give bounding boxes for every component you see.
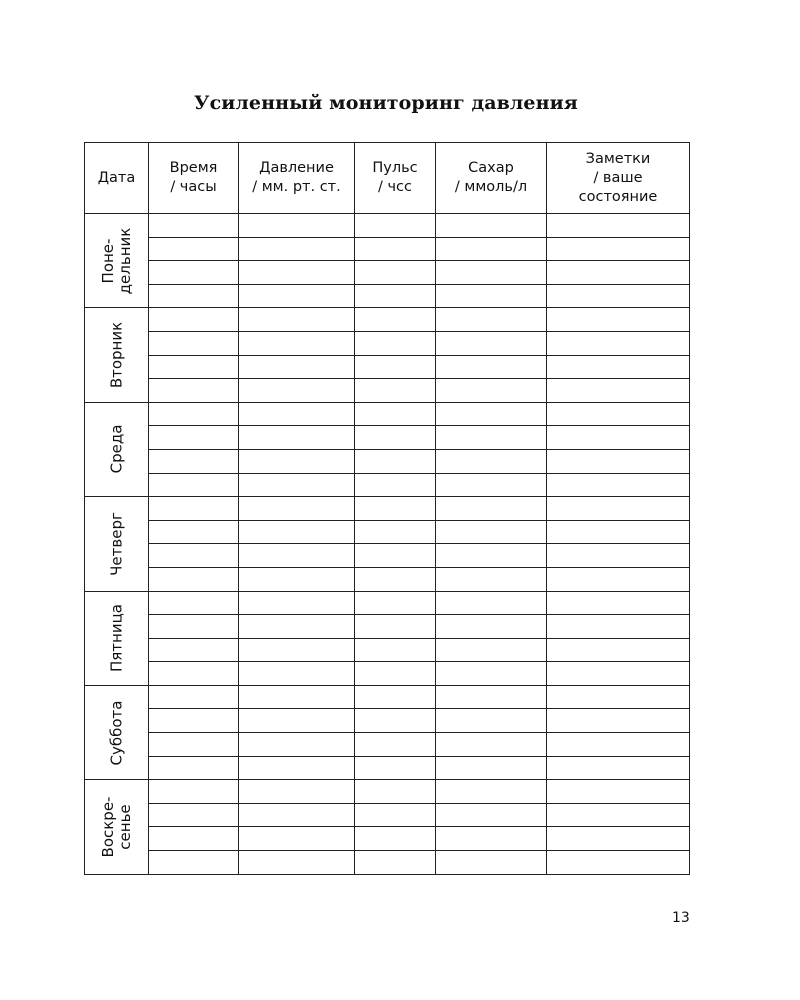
entry-cell-notes[interactable] [547, 308, 690, 332]
entry-cell-sugar[interactable] [436, 261, 547, 285]
table-row [85, 214, 690, 238]
day-label [108, 322, 125, 388]
entry-cell-notes[interactable] [547, 709, 690, 733]
entry-cell-notes[interactable] [547, 733, 690, 757]
entry-cell-pulse[interactable] [355, 709, 436, 733]
column-header-line: Давление [259, 160, 334, 176]
entry-cell-pulse[interactable] [355, 379, 436, 403]
day-label [108, 700, 125, 765]
entry-cell-pressure[interactable] [239, 520, 355, 544]
entry-cell-sugar[interactable] [436, 638, 547, 662]
entry-cell-pulse[interactable] [355, 803, 436, 827]
entry-cell-pulse[interactable] [355, 567, 436, 591]
entry-cell-time[interactable] [149, 497, 239, 521]
day-label [108, 512, 125, 576]
table-row [85, 426, 690, 450]
entry-cell-notes[interactable] [547, 284, 690, 308]
entry-cell-notes[interactable] [547, 827, 690, 851]
day-cell [85, 497, 149, 591]
entry-cell-pressure[interactable] [239, 567, 355, 591]
day-label-line: Вторник [107, 321, 125, 389]
table-row [85, 497, 690, 521]
entry-cell-pulse[interactable] [355, 591, 436, 615]
entry-cell-notes[interactable] [547, 473, 690, 497]
entry-cell-pressure[interactable] [239, 827, 355, 851]
table-row [85, 827, 690, 851]
entry-cell-notes[interactable] [547, 685, 690, 709]
entry-cell-time[interactable] [149, 827, 239, 851]
day-cell [85, 591, 149, 685]
entry-cell-sugar[interactable] [436, 497, 547, 521]
column-header-line: / мм. рт. ст. [252, 179, 341, 195]
entry-cell-notes[interactable] [547, 237, 690, 261]
column-header-line: Заметки [585, 150, 651, 167]
entry-cell-sugar[interactable] [436, 402, 547, 426]
entry-cell-notes[interactable] [547, 379, 690, 403]
entry-cell-pressure[interactable] [239, 261, 355, 285]
entry-cell-pulse[interactable] [355, 638, 436, 662]
entry-cell-time[interactable] [149, 756, 239, 780]
entry-cell-pulse[interactable] [355, 355, 436, 379]
entry-cell-pressure[interactable] [239, 355, 355, 379]
entry-cell-pulse[interactable] [355, 615, 436, 639]
entry-cell-sugar[interactable] [436, 662, 547, 686]
entry-cell-time[interactable] [149, 567, 239, 591]
entry-cell-pressure[interactable] [239, 803, 355, 827]
entry-cell-pulse[interactable] [355, 851, 436, 875]
column-header-date [85, 143, 149, 214]
entry-cell-notes[interactable] [547, 567, 690, 591]
entry-cell-pulse[interactable] [355, 214, 436, 238]
table-row [85, 733, 690, 757]
entry-cell-pressure[interactable] [239, 685, 355, 709]
entry-cell-pulse[interactable] [355, 449, 436, 473]
entry-cell-pulse[interactable] [355, 520, 436, 544]
entry-cell-time[interactable] [149, 331, 239, 355]
table-row [85, 615, 690, 639]
day-label-line: сенье [115, 804, 134, 850]
entry-cell-pressure[interactable] [239, 308, 355, 332]
entry-cell-pressure[interactable] [239, 662, 355, 686]
column-header-line: состояние [578, 188, 658, 205]
entry-cell-pulse[interactable] [355, 780, 436, 804]
entry-cell-pressure[interactable] [239, 756, 355, 780]
table-row [85, 662, 690, 686]
entry-cell-pressure[interactable] [239, 733, 355, 757]
entry-cell-pulse[interactable] [355, 497, 436, 521]
table-row [85, 331, 690, 355]
entry-cell-notes[interactable] [547, 544, 690, 568]
entry-cell-pulse[interactable] [355, 331, 436, 355]
entry-cell-sugar[interactable] [436, 520, 547, 544]
table-row [85, 780, 690, 804]
entry-cell-notes[interactable] [547, 331, 690, 355]
entry-cell-time[interactable] [149, 851, 239, 875]
column-header-line: / часы [170, 179, 217, 195]
entry-cell-sugar[interactable] [436, 544, 547, 568]
entry-cell-sugar[interactable] [436, 733, 547, 757]
entry-cell-notes[interactable] [547, 426, 690, 450]
table-row [85, 567, 690, 591]
day-cell [85, 780, 149, 874]
column-header-line: Пульс [372, 160, 418, 176]
entry-cell-sugar[interactable] [436, 331, 547, 355]
page-number: 13 [672, 910, 690, 926]
column-header-line: / ваше [593, 169, 643, 186]
entry-cell-pressure[interactable] [239, 237, 355, 261]
table-row [85, 803, 690, 827]
entry-cell-notes[interactable] [547, 402, 690, 426]
entry-cell-time[interactable] [149, 379, 239, 403]
table-row [85, 379, 690, 403]
column-header-line: / чсс [377, 179, 412, 195]
entry-cell-pulse[interactable] [355, 473, 436, 497]
entry-cell-pulse[interactable] [355, 544, 436, 568]
entry-cell-pressure[interactable] [239, 497, 355, 521]
entry-cell-pulse[interactable] [355, 402, 436, 426]
entry-cell-pressure[interactable] [239, 379, 355, 403]
column-header-line: Дата [97, 169, 136, 186]
entry-cell-time[interactable] [149, 308, 239, 332]
entry-cell-pressure[interactable] [239, 473, 355, 497]
entry-cell-notes[interactable] [547, 261, 690, 285]
entry-cell-pressure[interactable] [239, 615, 355, 639]
table-row [85, 685, 690, 709]
entry-cell-time[interactable] [149, 261, 239, 285]
table-body [85, 214, 690, 875]
entry-cell-sugar[interactable] [436, 237, 547, 261]
entry-cell-pulse[interactable] [355, 685, 436, 709]
blood-pressure-log-table [84, 142, 690, 875]
day-label [108, 425, 125, 474]
entry-cell-sugar[interactable] [436, 591, 547, 615]
column-header-line: / ммоль/л [454, 179, 528, 195]
entry-cell-pressure[interactable] [239, 214, 355, 238]
column-header-line: Сахар [468, 160, 514, 176]
entry-cell-pulse[interactable] [355, 733, 436, 757]
day-cell [85, 685, 149, 779]
day-label-line: Суббота [107, 700, 125, 766]
entry-cell-sugar[interactable] [436, 780, 547, 804]
day-label-line: Четверг [107, 511, 125, 576]
entry-cell-sugar[interactable] [436, 426, 547, 450]
entry-cell-time[interactable] [149, 733, 239, 757]
entry-cell-time[interactable] [149, 214, 239, 238]
table-row [85, 638, 690, 662]
entry-cell-notes[interactable] [547, 780, 690, 804]
day-cell [85, 214, 149, 308]
table-row [85, 851, 690, 875]
day-label-line: Поне- [98, 238, 117, 284]
entry-cell-time[interactable] [149, 591, 239, 615]
table-row [85, 544, 690, 568]
entry-cell-notes[interactable] [547, 449, 690, 473]
entry-cell-time[interactable] [149, 402, 239, 426]
entry-cell-notes[interactable] [547, 803, 690, 827]
entry-cell-sugar[interactable] [436, 709, 547, 733]
day-label [100, 796, 134, 857]
column-header-pressure [239, 143, 355, 214]
entry-cell-sugar[interactable] [436, 379, 547, 403]
entry-cell-pulse[interactable] [355, 827, 436, 851]
entry-cell-pressure[interactable] [239, 851, 355, 875]
entry-cell-pressure[interactable] [239, 402, 355, 426]
entry-cell-pulse[interactable] [355, 756, 436, 780]
table-row [85, 449, 690, 473]
column-header-sugar [436, 143, 547, 214]
entry-cell-sugar[interactable] [436, 851, 547, 875]
column-header-time [149, 143, 239, 214]
entry-cell-time[interactable] [149, 638, 239, 662]
entry-cell-time[interactable] [149, 709, 239, 733]
entry-cell-sugar[interactable] [436, 284, 547, 308]
entry-cell-notes[interactable] [547, 520, 690, 544]
entry-cell-time[interactable] [149, 615, 239, 639]
entry-cell-notes[interactable] [547, 662, 690, 686]
entry-cell-time[interactable] [149, 284, 239, 308]
entry-cell-pulse[interactable] [355, 284, 436, 308]
entry-cell-pressure[interactable] [239, 331, 355, 355]
table-row [85, 591, 690, 615]
entry-cell-sugar[interactable] [436, 756, 547, 780]
entry-cell-time[interactable] [149, 355, 239, 379]
table-row [85, 308, 690, 332]
day-label [108, 604, 125, 672]
entry-cell-pulse[interactable] [355, 426, 436, 450]
entry-cell-time[interactable] [149, 449, 239, 473]
entry-cell-time[interactable] [149, 426, 239, 450]
entry-cell-notes[interactable] [547, 497, 690, 521]
day-label-line: дельник [115, 227, 134, 295]
day-label-line: Пятница [107, 604, 125, 673]
entry-cell-sugar[interactable] [436, 308, 547, 332]
day-label-line: Среда [107, 425, 125, 474]
entry-cell-notes[interactable] [547, 638, 690, 662]
entry-cell-pulse[interactable] [355, 237, 436, 261]
entry-cell-pressure[interactable] [239, 426, 355, 450]
entry-cell-sugar[interactable] [436, 827, 547, 851]
entry-cell-sugar[interactable] [436, 473, 547, 497]
column-header-notes [547, 143, 690, 214]
table-header-row [85, 143, 690, 214]
entry-cell-sugar[interactable] [436, 355, 547, 379]
table-row [85, 473, 690, 497]
entry-cell-sugar[interactable] [436, 449, 547, 473]
page-title: Усиленный мониторинг давления [194, 92, 578, 114]
entry-cell-time[interactable] [149, 473, 239, 497]
table-row [85, 520, 690, 544]
table-row [85, 284, 690, 308]
entry-cell-time[interactable] [149, 803, 239, 827]
entry-cell-sugar[interactable] [436, 567, 547, 591]
day-label-line: Воскре- [98, 796, 117, 858]
table-row [85, 355, 690, 379]
entry-cell-sugar[interactable] [436, 803, 547, 827]
entry-cell-notes[interactable] [547, 355, 690, 379]
entry-cell-pulse[interactable] [355, 261, 436, 285]
day-cell [85, 402, 149, 496]
column-header-pulse [355, 143, 436, 214]
entry-cell-pressure[interactable] [239, 709, 355, 733]
entry-cell-notes[interactable] [547, 591, 690, 615]
entry-cell-pulse[interactable] [355, 308, 436, 332]
entry-cell-sugar[interactable] [436, 214, 547, 238]
day-cell [85, 308, 149, 402]
table-row [85, 402, 690, 426]
day-label [100, 227, 134, 294]
table-row [85, 756, 690, 780]
entry-cell-sugar[interactable] [436, 685, 547, 709]
entry-cell-pressure[interactable] [239, 544, 355, 568]
entry-cell-time[interactable] [149, 662, 239, 686]
table-row [85, 237, 690, 261]
column-header-line: Время [169, 160, 218, 176]
entry-cell-time[interactable] [149, 685, 239, 709]
entry-cell-time[interactable] [149, 237, 239, 261]
entry-cell-pressure[interactable] [239, 284, 355, 308]
entry-cell-time[interactable] [149, 520, 239, 544]
entry-cell-time[interactable] [149, 780, 239, 804]
entry-cell-pressure[interactable] [239, 449, 355, 473]
entry-cell-notes[interactable] [547, 214, 690, 238]
table-row [85, 261, 690, 285]
entry-cell-notes[interactable] [547, 756, 690, 780]
entry-cell-notes[interactable] [547, 851, 690, 875]
entry-cell-pressure[interactable] [239, 780, 355, 804]
entry-cell-pulse[interactable] [355, 662, 436, 686]
table-row [85, 709, 690, 733]
entry-cell-time[interactable] [149, 544, 239, 568]
entry-cell-notes[interactable] [547, 615, 690, 639]
entry-cell-sugar[interactable] [436, 615, 547, 639]
entry-cell-pressure[interactable] [239, 591, 355, 615]
entry-cell-pressure[interactable] [239, 638, 355, 662]
